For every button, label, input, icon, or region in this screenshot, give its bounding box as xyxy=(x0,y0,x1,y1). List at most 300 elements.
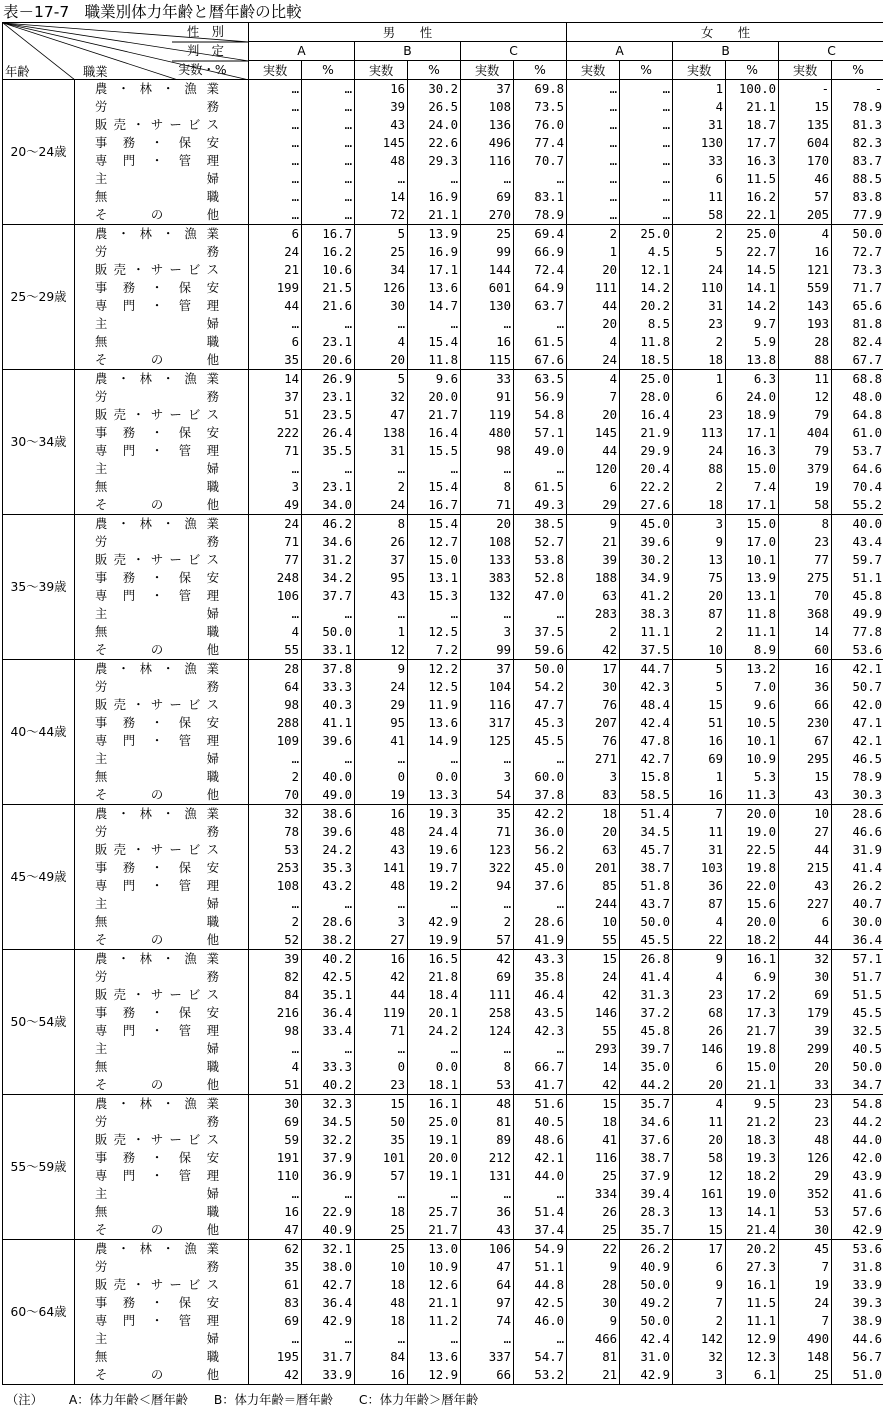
count-cell: 18 xyxy=(355,1203,408,1221)
count-cell: 42 xyxy=(567,641,620,660)
occupation-label: 販 売 ・ サ ー ビ ス xyxy=(95,843,219,857)
count-cell: 69 xyxy=(249,1312,302,1330)
table-row xyxy=(3,587,883,605)
occupation-cell xyxy=(75,1004,249,1022)
percent-cell: … xyxy=(408,750,461,768)
count-cell: 496 xyxy=(461,134,514,152)
occupation-cell xyxy=(75,261,249,279)
percent-cell: 38.5 xyxy=(514,515,567,534)
count-cell: 69 xyxy=(779,986,832,1004)
count-cell: 68 xyxy=(673,1004,726,1022)
occupation-label: 無 職 xyxy=(95,915,219,929)
percent-cell: 15.4 xyxy=(408,478,461,496)
percent-cell: 13.6 xyxy=(408,714,461,732)
count-cell: 35 xyxy=(355,1131,408,1149)
count-cell: 25 xyxy=(355,1221,408,1240)
count-cell: 13 xyxy=(673,1203,726,1221)
count-cell: 97 xyxy=(461,1294,514,1312)
percent-cell: 33.1 xyxy=(302,641,355,660)
percent-cell: 38.7 xyxy=(620,859,673,877)
header-percent: % xyxy=(408,61,461,80)
count-cell: 43 xyxy=(461,1221,514,1240)
table-row xyxy=(3,1131,883,1149)
count-cell: … xyxy=(567,170,620,188)
occupation-cell xyxy=(75,478,249,496)
count-cell: 5 xyxy=(355,370,408,389)
count-cell: 9 xyxy=(567,515,620,534)
percent-cell: 16.9 xyxy=(408,188,461,206)
occupation-cell xyxy=(75,877,249,895)
count-cell: 99 xyxy=(461,641,514,660)
count-cell: 2 xyxy=(673,1312,726,1330)
occupation-label: 販 売 ・ サ ー ビ ス xyxy=(95,118,219,132)
count-cell: 133 xyxy=(461,551,514,569)
percent-cell: 36.4 xyxy=(832,931,883,950)
count-cell: 119 xyxy=(461,406,514,424)
count-cell: 21 xyxy=(567,1366,620,1385)
corner-label-occupation: 職業 xyxy=(83,65,108,79)
count-cell: 7 xyxy=(779,1258,832,1276)
age-group-cell: 45～49歳 xyxy=(3,805,75,950)
header-count: 実数 xyxy=(355,61,408,80)
count-cell: 36 xyxy=(779,678,832,696)
table-row xyxy=(3,1366,883,1385)
count-cell: … xyxy=(249,116,302,134)
count-cell: 24 xyxy=(567,968,620,986)
percent-cell: 25.0 xyxy=(620,225,673,244)
percent-cell: 28.6 xyxy=(302,913,355,931)
percent-cell: 53.6 xyxy=(832,1240,883,1259)
table-row xyxy=(3,950,883,969)
occupation-label: 販 売 ・ サ ー ビ ス xyxy=(95,263,219,277)
count-cell: 84 xyxy=(355,1348,408,1366)
percent-cell: 61.5 xyxy=(514,478,567,496)
percent-cell: 32.5 xyxy=(832,1022,883,1040)
percent-cell: 12.7 xyxy=(408,533,461,551)
count-cell: 20 xyxy=(355,351,408,370)
count-cell: 317 xyxy=(461,714,514,732)
count-cell: 83 xyxy=(567,786,620,805)
percent-cell: 19.1 xyxy=(408,1167,461,1185)
percent-cell: 13.3 xyxy=(408,786,461,805)
page-title: 表－17-7 職業別体力年齢と暦年齢の比較 xyxy=(3,3,302,21)
percent-cell: 11.8 xyxy=(620,333,673,351)
occupation-label: 労 務 xyxy=(95,245,219,259)
count-cell: 104 xyxy=(461,678,514,696)
count-cell: … xyxy=(249,605,302,623)
percent-cell: … xyxy=(302,134,355,152)
count-cell: 146 xyxy=(673,1040,726,1058)
count-cell: 11 xyxy=(779,370,832,389)
count-cell: 49 xyxy=(249,496,302,515)
percent-cell: 38.6 xyxy=(302,805,355,824)
table-row xyxy=(3,134,883,152)
count-cell: 106 xyxy=(249,587,302,605)
percent-cell: … xyxy=(620,116,673,134)
percent-cell: 27.3 xyxy=(726,1258,779,1276)
percent-cell: 37.5 xyxy=(514,623,567,641)
percent-cell: 14.5 xyxy=(726,261,779,279)
count-cell: 116 xyxy=(461,696,514,714)
count-cell: … xyxy=(461,1040,514,1058)
count-cell: 82 xyxy=(249,968,302,986)
count-cell: 23 xyxy=(673,315,726,333)
table-row xyxy=(3,315,883,333)
count-cell: 18 xyxy=(673,351,726,370)
percent-cell: … xyxy=(620,152,673,170)
count-cell: 63 xyxy=(567,587,620,605)
count-cell: 67 xyxy=(779,732,832,750)
count-cell: 48 xyxy=(779,1131,832,1149)
table-body xyxy=(3,80,883,1385)
count-cell: 148 xyxy=(779,1348,832,1366)
percent-cell: 54.7 xyxy=(514,1348,567,1366)
count-cell: 36 xyxy=(673,877,726,895)
count-cell: 26 xyxy=(673,1022,726,1040)
percent-cell: 19.9 xyxy=(408,931,461,950)
occupation-label: 無 職 xyxy=(95,335,219,349)
percent-cell: 38.9 xyxy=(832,1312,883,1330)
count-cell: 35 xyxy=(249,1258,302,1276)
occupation-label: 専 門 ・ 管 理 xyxy=(95,299,219,313)
count-cell: … xyxy=(249,152,302,170)
percent-cell: 10.1 xyxy=(726,732,779,750)
percent-cell: 68.8 xyxy=(832,370,883,389)
occupation-cell xyxy=(75,1330,249,1348)
table-row xyxy=(3,496,883,515)
count-cell: 48 xyxy=(355,823,408,841)
percent-cell: 57.1 xyxy=(832,950,883,969)
count-cell: 3 xyxy=(461,768,514,786)
count-cell: 108 xyxy=(461,98,514,116)
count-cell: 98 xyxy=(249,1022,302,1040)
count-cell: 216 xyxy=(249,1004,302,1022)
percent-cell: 22.0 xyxy=(726,877,779,895)
count-cell: 2 xyxy=(249,768,302,786)
count-cell: 51 xyxy=(673,714,726,732)
percent-cell: 12.5 xyxy=(408,623,461,641)
occupation-cell xyxy=(75,424,249,442)
percent-cell: 44.2 xyxy=(620,1076,673,1095)
count-cell: 20 xyxy=(673,1076,726,1095)
percent-cell: 31.8 xyxy=(832,1258,883,1276)
percent-cell: 39.4 xyxy=(620,1185,673,1203)
percent-cell: 47.8 xyxy=(620,732,673,750)
count-cell: 76 xyxy=(567,732,620,750)
percent-cell: 41.7 xyxy=(514,1076,567,1095)
table-row xyxy=(3,388,883,406)
percent-cell: 45.0 xyxy=(620,515,673,534)
percent-cell: 42.1 xyxy=(832,660,883,679)
percent-cell: 46.0 xyxy=(514,1312,567,1330)
occupation-cell xyxy=(75,1185,249,1203)
occupation-label: そ の 他 xyxy=(95,933,219,947)
percent-cell: 72.7 xyxy=(832,243,883,261)
percent-cell: 44.7 xyxy=(620,660,673,679)
percent-cell: 78.9 xyxy=(514,206,567,225)
occupation-label: 労 務 xyxy=(95,1115,219,1129)
table-row xyxy=(3,206,883,225)
count-cell: 84 xyxy=(249,986,302,1004)
percent-cell: 29.3 xyxy=(408,152,461,170)
percent-cell: 25.0 xyxy=(726,225,779,244)
percent-cell: 64.8 xyxy=(832,406,883,424)
count-cell: 5 xyxy=(673,678,726,696)
percent-cell: 42.7 xyxy=(302,1276,355,1294)
occupation-label: 事 務 ・ 保 安 xyxy=(95,1006,219,1020)
table-row xyxy=(3,1040,883,1058)
percent-cell: 12.3 xyxy=(726,1348,779,1366)
percent-cell: 47.7 xyxy=(514,696,567,714)
count-cell: 383 xyxy=(461,569,514,587)
count-cell: 2 xyxy=(355,478,408,496)
percent-cell: 50.0 xyxy=(620,913,673,931)
percent-cell: 37.4 xyxy=(514,1221,567,1240)
count-cell: 108 xyxy=(461,533,514,551)
percent-cell: 88.5 xyxy=(832,170,883,188)
percent-cell: 52.8 xyxy=(514,569,567,587)
count-cell: 144 xyxy=(461,261,514,279)
percent-cell: 6.1 xyxy=(726,1366,779,1385)
count-cell: 9 xyxy=(567,1258,620,1276)
header-male-b: B xyxy=(355,42,461,61)
occupation-cell xyxy=(75,768,249,786)
occupation-cell xyxy=(75,1221,249,1240)
occupation-cell xyxy=(75,80,249,99)
percent-cell: 37.2 xyxy=(620,1004,673,1022)
count-cell: 14 xyxy=(249,370,302,389)
percent-cell: 32.1 xyxy=(302,1240,355,1259)
percent-cell: 35.7 xyxy=(620,1095,673,1114)
occupation-label: 専 門 ・ 管 理 xyxy=(95,589,219,603)
occupation-label: 主 婦 xyxy=(95,897,219,911)
percent-cell: 43.2 xyxy=(302,877,355,895)
count-cell: 13 xyxy=(673,551,726,569)
percent-cell: 37.8 xyxy=(302,660,355,679)
percent-cell: 16.1 xyxy=(408,1095,461,1114)
count-cell: 7 xyxy=(567,388,620,406)
percent-cell: 46.5 xyxy=(832,750,883,768)
count-cell: 179 xyxy=(779,1004,832,1022)
percent-cell: 19.1 xyxy=(408,1131,461,1149)
count-cell: 10 xyxy=(779,805,832,824)
percent-cell: 45.7 xyxy=(620,841,673,859)
table-row xyxy=(3,641,883,660)
count-cell: 22 xyxy=(567,1240,620,1259)
percent-cell: 53.8 xyxy=(514,551,567,569)
table-row xyxy=(3,297,883,315)
count-cell: 14 xyxy=(355,188,408,206)
percent-cell: 58.5 xyxy=(620,786,673,805)
percent-cell: 13.9 xyxy=(408,225,461,244)
percent-cell: 55.2 xyxy=(832,496,883,515)
occupation-label: 労 務 xyxy=(95,825,219,839)
occupation-label: 専 門 ・ 管 理 xyxy=(95,154,219,168)
count-cell: 12 xyxy=(779,388,832,406)
percent-cell: 50.0 xyxy=(832,1058,883,1076)
count-cell: 11 xyxy=(673,188,726,206)
percent-cell: 12.9 xyxy=(726,1330,779,1348)
count-cell: 135 xyxy=(779,116,832,134)
count-cell: 130 xyxy=(461,297,514,315)
count-cell: 98 xyxy=(461,442,514,460)
count-cell: 24 xyxy=(673,261,726,279)
percent-cell: 7.0 xyxy=(726,678,779,696)
count-cell: 3 xyxy=(673,1366,726,1385)
count-cell: 24 xyxy=(355,678,408,696)
percent-cell: 40.9 xyxy=(620,1258,673,1276)
percent-cell: … xyxy=(302,1040,355,1058)
occupation-cell xyxy=(75,533,249,551)
count-cell: 51 xyxy=(249,1076,302,1095)
percent-cell: 43.9 xyxy=(832,1167,883,1185)
table-row xyxy=(3,261,883,279)
percent-cell: 19.0 xyxy=(726,1185,779,1203)
count-cell: … xyxy=(249,750,302,768)
occupation-cell xyxy=(75,660,249,679)
occupation-cell xyxy=(75,641,249,660)
percent-cell: 65.6 xyxy=(832,297,883,315)
header-percent: % xyxy=(514,61,567,80)
count-cell: 2 xyxy=(673,623,726,641)
corner-cell xyxy=(3,23,249,80)
occupation-label: 主 婦 xyxy=(95,1042,219,1056)
count-cell: 23 xyxy=(779,1095,832,1114)
percent-cell: 49.2 xyxy=(620,1294,673,1312)
percent-cell: … xyxy=(620,206,673,225)
percent-cell: 5.9 xyxy=(726,333,779,351)
age-group-cell: 60～64歳 xyxy=(3,1240,75,1385)
count-cell: 31 xyxy=(673,297,726,315)
percent-cell: 49.0 xyxy=(302,786,355,805)
count-cell: 108 xyxy=(249,877,302,895)
table-row xyxy=(3,968,883,986)
percent-cell: 20.0 xyxy=(408,1149,461,1167)
percent-cell: 28.0 xyxy=(620,388,673,406)
age-group-cell: 25～29歳 xyxy=(3,225,75,370)
percent-cell: 14.2 xyxy=(620,279,673,297)
percent-cell: 15.5 xyxy=(408,442,461,460)
occupation-label: 労 務 xyxy=(95,680,219,694)
count-cell: 222 xyxy=(249,424,302,442)
header-female-a: A xyxy=(567,42,673,61)
percent-cell: 40.3 xyxy=(302,696,355,714)
occupation-cell xyxy=(75,1131,249,1149)
count-cell: 72 xyxy=(355,206,408,225)
count-cell: 2 xyxy=(673,478,726,496)
count-cell: 109 xyxy=(249,732,302,750)
table-row xyxy=(3,841,883,859)
count-cell: 18 xyxy=(567,805,620,824)
percent-cell: 14.1 xyxy=(726,1203,779,1221)
percent-cell: 7.4 xyxy=(726,478,779,496)
percent-cell: 35.8 xyxy=(514,968,567,986)
percent-cell: 43.7 xyxy=(620,895,673,913)
occupation-label: 販 売 ・ サ ー ビ ス xyxy=(95,1278,219,1292)
table-row xyxy=(3,569,883,587)
percent-cell: 19.3 xyxy=(726,1149,779,1167)
percent-cell: 23.1 xyxy=(302,333,355,351)
percent-cell: 16.7 xyxy=(408,496,461,515)
percent-cell: 20.0 xyxy=(408,388,461,406)
percent-cell: 6.3 xyxy=(726,370,779,389)
percent-cell: 57.6 xyxy=(832,1203,883,1221)
percent-cell: 37.5 xyxy=(620,641,673,660)
occupation-cell xyxy=(75,1040,249,1058)
occupation-label: 無 職 xyxy=(95,1205,219,1219)
occupation-cell xyxy=(75,1203,249,1221)
percent-cell: 63.7 xyxy=(514,297,567,315)
occupation-label: 労 務 xyxy=(95,390,219,404)
percent-cell: … xyxy=(620,98,673,116)
percent-cell: 37.6 xyxy=(514,877,567,895)
percent-cell: 44.0 xyxy=(832,1131,883,1149)
percent-cell: 40.2 xyxy=(302,950,355,969)
occupation-label: 事 務 ・ 保 安 xyxy=(95,281,219,295)
count-cell: 299 xyxy=(779,1040,832,1058)
count-cell: 601 xyxy=(461,279,514,297)
count-cell: 26 xyxy=(355,533,408,551)
count-cell: … xyxy=(355,460,408,478)
occupation-cell xyxy=(75,406,249,424)
percent-cell: 64.6 xyxy=(832,460,883,478)
table-row xyxy=(3,986,883,1004)
percent-cell: 17.3 xyxy=(726,1004,779,1022)
count-cell: 295 xyxy=(779,750,832,768)
count-cell: 58 xyxy=(779,496,832,515)
percent-cell: 16.2 xyxy=(302,243,355,261)
count-cell: 35 xyxy=(461,805,514,824)
age-group-cell: 20～24歳 xyxy=(3,80,75,225)
count-cell: 23 xyxy=(779,533,832,551)
count-cell: 322 xyxy=(461,859,514,877)
percent-cell: 21.7 xyxy=(408,406,461,424)
percent-cell: 33.3 xyxy=(302,678,355,696)
count-cell: 170 xyxy=(779,152,832,170)
count-cell: 29 xyxy=(567,496,620,515)
percent-cell: 51.5 xyxy=(832,986,883,1004)
occupation-label: そ の 他 xyxy=(95,353,219,367)
count-cell: 30 xyxy=(567,678,620,696)
occupation-label: 事 務 ・ 保 安 xyxy=(95,571,219,585)
percent-cell: 28.6 xyxy=(832,805,883,824)
percent-cell: 42.9 xyxy=(408,913,461,931)
percent-cell: 37.9 xyxy=(302,1149,355,1167)
percent-cell: 43.3 xyxy=(514,950,567,969)
percent-cell: 11.2 xyxy=(408,1312,461,1330)
table-row xyxy=(3,714,883,732)
percent-cell: 21.7 xyxy=(726,1022,779,1040)
percent-cell: 0.0 xyxy=(408,768,461,786)
percent-cell: 25.7 xyxy=(408,1203,461,1221)
percent-cell: 45.8 xyxy=(620,1022,673,1040)
occupation-cell xyxy=(75,931,249,950)
count-cell: 36 xyxy=(461,1203,514,1221)
count-cell: 34 xyxy=(355,261,408,279)
occupation-cell xyxy=(75,605,249,623)
percent-cell: 19.8 xyxy=(726,1040,779,1058)
percent-cell: … xyxy=(408,605,461,623)
count-cell: 3 xyxy=(461,623,514,641)
percent-cell: 21.1 xyxy=(726,1076,779,1095)
percent-cell: 15.8 xyxy=(620,768,673,786)
count-cell: … xyxy=(355,1330,408,1348)
count-cell: 101 xyxy=(355,1149,408,1167)
count-cell: 207 xyxy=(567,714,620,732)
percent-cell: 24.0 xyxy=(408,116,461,134)
percent-cell: 13.0 xyxy=(408,1240,461,1259)
percent-cell: 37.6 xyxy=(620,1131,673,1149)
